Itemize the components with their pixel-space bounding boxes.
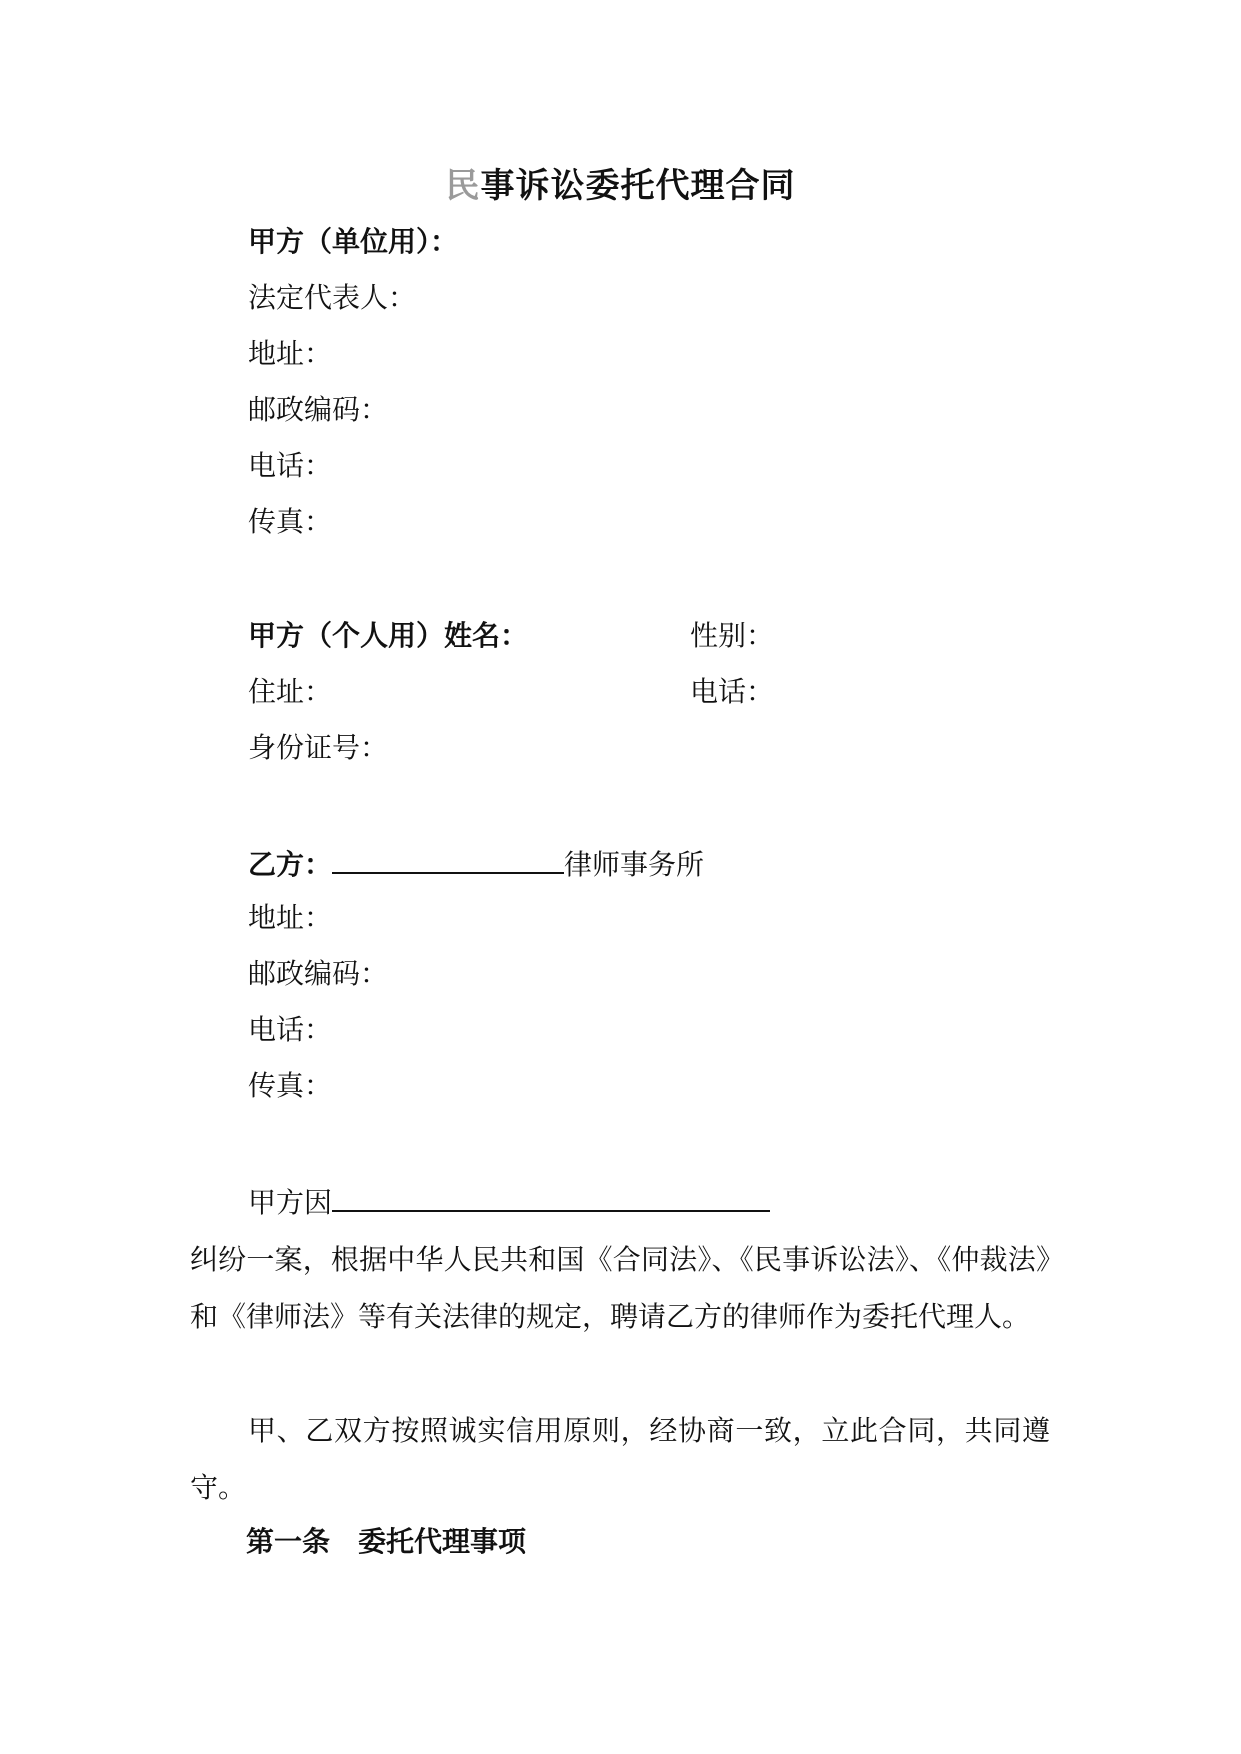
party-b-fax-label: 传真： [248,1069,333,1102]
party-a-legal-rep-label: 法定代表人： [248,281,417,314]
title-first-char: 民 [445,166,481,206]
party-a-person-heading: 甲方（个人用）姓名： [248,619,529,652]
document-title [0,158,1241,207]
party-b-phone-label: 电话： [248,1013,333,1046]
party-a-phone-label: 电话： [248,449,333,482]
party-b-address-label: 地址： [248,901,333,934]
paragraph-legal-basis: 纠纷一案，根据中华人民共和国《合同法》、《民事诉讼法》、《仲裁法》和《律师法》等有关法律的规定，聘请乙方的律师作为委托代理人。 [190,1243,1050,1333]
party-b-line [248,842,704,885]
party-b-heading: 乙方： [248,848,333,881]
party-a-residence-label: 住址： [248,675,333,708]
party-b-firm-blank [332,842,564,874]
paragraph-good-faith: 甲、乙双方按照诚实信用原则，经协商一致，立此合同，共同遵守。 [190,1414,1050,1504]
party-a-id-label: 身份证号： [248,731,389,764]
party-a-postcode-label: 邮政编码： [248,393,389,426]
title-rest: 事诉讼委托代理合同 [480,166,796,206]
cause-blank [332,1180,770,1212]
party-b-firm-suffix: 律师事务所 [564,848,705,881]
party-a-gender-label: 性别： [690,619,775,652]
party-a-person-phone-label: 电话： [690,675,775,708]
article-1-heading: 第一条 委托代理事项 [246,1525,527,1558]
cause-prefix: 甲方因 [248,1186,333,1219]
party-a-address-label: 地址： [248,337,333,370]
cause-line [248,1180,770,1223]
party-b-postcode-label: 邮政编码： [248,957,389,990]
party-a-fax-label: 传真： [248,505,333,538]
party-a-unit-heading: 甲方（单位用）： [248,225,459,258]
